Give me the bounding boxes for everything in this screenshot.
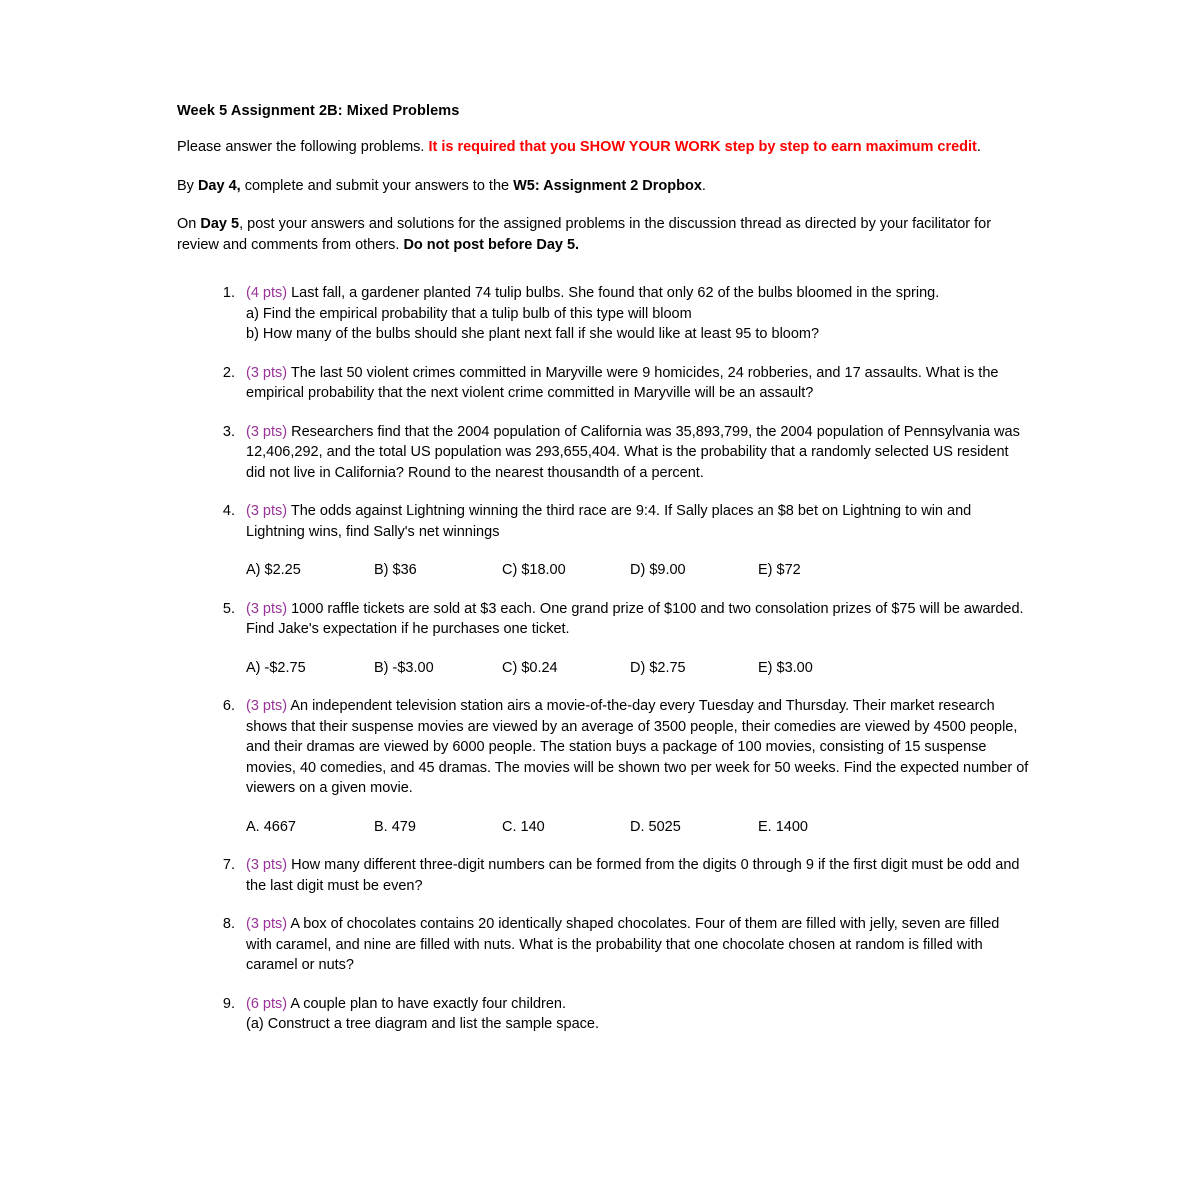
problem-text	[246, 283, 1029, 304]
problem-points: (3 pts)	[246, 364, 288, 381]
subpart-b: b) How many of the bulbs should she plant next fall if she would like at least 95 to bloom?	[246, 326, 820, 342]
answer-choice-c[interactable]: C. 140	[502, 818, 545, 835]
instructions-prefix: Please answer the following problems.	[177, 139, 429, 155]
answer-choices	[246, 658, 1029, 679]
discussion-paragraph	[177, 214, 1029, 255]
problem-item	[177, 696, 1029, 837]
answer-choice-b[interactable]: B) -$3.00	[374, 659, 434, 676]
answer-choice-a[interactable]: A. 4667	[246, 818, 296, 835]
problem-points: (3 pts)	[246, 916, 288, 932]
problem-item	[177, 283, 1029, 345]
instructions-paragraph	[177, 137, 1029, 158]
problem-text	[246, 855, 1029, 896]
answer-choice-e[interactable]: E) $72	[758, 562, 801, 578]
problem-item	[177, 501, 1029, 581]
problem-number: 5.	[222, 600, 235, 617]
due-day-label: Day 4,	[197, 177, 241, 194]
discussion-day-label: Day 5	[200, 216, 240, 232]
problem-number: 6.	[222, 698, 235, 714]
problem-subparts	[246, 304, 1029, 345]
problem-text	[246, 363, 1029, 404]
answer-choice-e[interactable]: E. 1400	[758, 818, 808, 835]
problem-statement: The odds against Lightning winning the third race are 9:4. If Sally places an $8 bet on Lightning to win and Lightning wins, find Sally's net winnings	[246, 503, 972, 540]
problem-subparts	[246, 1014, 1029, 1035]
discussion-middle: , post your answers and solutions for the assigned problems in the discussion thread as directed by your facilitator for review and comments from others.	[177, 216, 992, 253]
answer-choices	[246, 560, 1029, 581]
problem-text	[246, 501, 1029, 542]
answer-choice-a[interactable]: A) $2.25	[246, 562, 301, 578]
answer-choice-d[interactable]: D. 5025	[630, 818, 681, 835]
instructions-suffix: .	[976, 139, 981, 155]
answer-choice-a[interactable]: A) -$2.75	[246, 659, 306, 676]
problem-item	[177, 994, 1029, 1035]
problem-points: (6 pts)	[246, 995, 288, 1012]
no-early-post-notice: Do not post before Day 5.	[403, 236, 580, 253]
problem-statement: 1000 raffle tickets are sold at $3 each. One grand prize of $100 and two consolation prizes of $75 will be awarded. Find Jake's expectation if he purchases one ticket.	[246, 600, 1024, 637]
problem-item	[177, 855, 1029, 896]
problem-number: 7.	[222, 857, 235, 873]
problem-statement: How many different three-digit numbers can be formed from the digits 0 through 9 if the first digit must be odd and the last digit must be even?	[246, 857, 1020, 894]
problem-points: (3 pts)	[246, 698, 288, 714]
problem-statement: A couple plan to have exactly four children.	[287, 995, 566, 1012]
problem-statement: An independent television station airs a movie-of-the-day every Tuesday and Thursday. Their market research shows that their suspense movies are viewed by an average of 3500 people, their comedies are viewed by 4500 people, and their dramas are viewed by 6000 people. The station buys a package of 100 movies, consisting of 15 suspense movies, 40 comedies, and 45 dramas. The movies will be shown two per week for 50 weeks. Find the expected number of viewers on a given movie.	[246, 698, 1029, 796]
problem-text	[246, 914, 1029, 976]
answer-choice-d[interactable]: D) $9.00	[630, 562, 686, 578]
problem-statement: Last fall, a gardener planted 74 tulip bulbs. She found that only 62 of the bulbs bloomed in the spring.	[287, 285, 940, 301]
subpart-a: a) Find the empirical probability that a tulip bulb of this type will bloom	[246, 305, 692, 322]
problem-points: (3 pts)	[246, 423, 288, 440]
problem-item	[177, 422, 1029, 484]
due-suffix: .	[701, 177, 706, 194]
problem-item	[177, 914, 1029, 976]
problem-statement: The last 50 violent crimes committed in Maryville were 9 homicides, 24 robberies, and 17 assaults. What is the empirical probability that the next violent crime committed in Maryville will be an assault?	[246, 364, 999, 401]
answer-choice-e[interactable]: E) $3.00	[758, 659, 813, 676]
problem-number: 8.	[222, 916, 235, 932]
problem-points: (3 pts)	[246, 857, 288, 873]
problem-points: (3 pts)	[246, 503, 288, 519]
problem-number: 1.	[222, 285, 235, 301]
answer-choice-d[interactable]: D) $2.75	[630, 659, 686, 676]
problem-text	[246, 696, 1029, 799]
due-prefix: By	[177, 177, 198, 194]
page-title: Week 5 Assignment 2B: Mixed Problems	[177, 103, 460, 119]
problem-number: 3.	[222, 423, 235, 440]
answer-choices	[246, 817, 1029, 838]
problem-statement: A box of chocolates contains 20 identically shaped chocolates. Four of them are filled with jelly, seven are filled with caramel, and nine are filled with nuts. What is the probability that one chocolate chosen at random is filled with caramel or nuts?	[246, 916, 1000, 973]
problem-text	[246, 994, 1029, 1015]
problem-item	[177, 363, 1029, 404]
problem-points: (4 pts)	[246, 285, 288, 301]
problem-number: 2.	[222, 364, 235, 381]
dropbox-label: W5: Assignment 2 Dropbox	[513, 177, 702, 194]
subpart-a: (a) Construct a tree diagram and list the sample space.	[246, 1016, 599, 1032]
instructions-emphasis: It is required that you SHOW YOUR WORK step by step to earn maximum credit	[428, 139, 977, 155]
problem-text	[246, 422, 1029, 484]
due-middle: complete and submit your answers to the	[240, 177, 514, 194]
answer-choice-b[interactable]: B. 479	[374, 818, 416, 835]
problem-number: 4.	[222, 503, 235, 519]
problem-item	[177, 599, 1029, 679]
answer-choice-c[interactable]: C) $0.24	[502, 659, 558, 676]
document-content	[177, 102, 1029, 1035]
problem-statement: Researchers find that the 2004 population of California was 35,893,799, the 2004 population of Pennsylvania was 12,406,292, and the total US population was 293,655,404. What is the probability that a randomly selected US resident did not live in California? Round to the nearest thousandth of a percent.	[246, 423, 1020, 481]
problem-list	[177, 283, 1029, 1035]
problem-text	[246, 599, 1029, 640]
due-date-paragraph	[177, 176, 1029, 197]
answer-choice-c[interactable]: C) $18.00	[502, 562, 566, 578]
problem-points: (3 pts)	[246, 600, 288, 617]
discussion-prefix: On	[177, 216, 201, 232]
problem-number: 9.	[222, 995, 235, 1012]
answer-choice-b[interactable]: B) $36	[374, 562, 417, 578]
